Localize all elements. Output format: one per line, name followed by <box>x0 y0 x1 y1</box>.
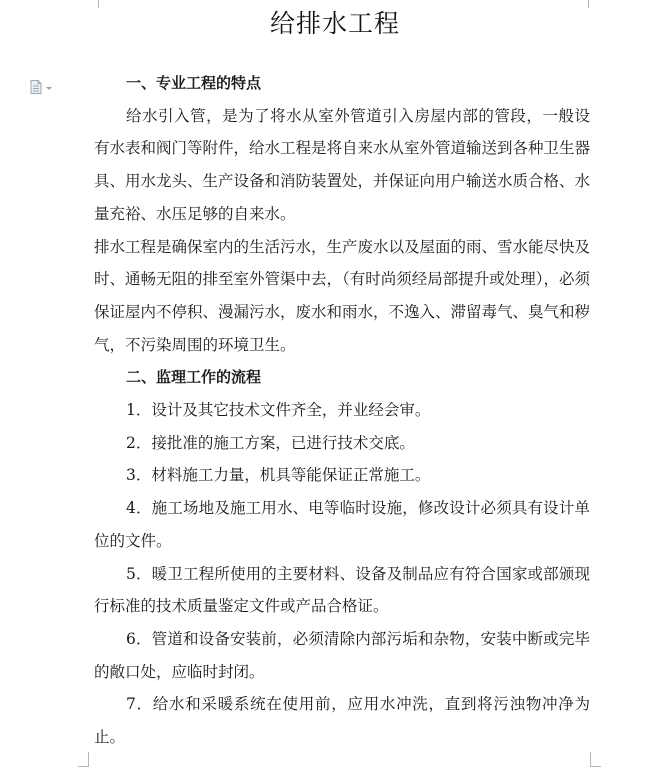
list-item: 7．给水和采暖系统在使用前，应用水冲洗，直到将污浊物冲净为止。 <box>94 695 590 747</box>
section2-heading: 二、监理工作的流程 <box>126 368 262 387</box>
section1-paragraph-1: 给水引入管，是为了将水从室外管道引入房屋内部的管段，一般设有水表和阀门等附件，给水工程是将自来水从室外管道输送到各种卫生器具、用水龙头、生产设备和消防装置处，并保证向用户输送水质合格、水量充裕、水压足够的自来水。 <box>94 106 591 223</box>
chevron-down-icon <box>46 87 52 90</box>
crop-mark-bottom-right <box>590 752 601 767</box>
document-icon <box>30 79 42 98</box>
document-body <box>94 67 590 754</box>
page-title: 给排水工程 <box>269 9 400 38</box>
list-item: 2．接批准的施工方案，已进行技术交底。 <box>126 433 415 452</box>
paragraph-menu-button[interactable] <box>30 79 52 98</box>
list-item: 3．材料施工力量，机具等能保证正常施工。 <box>126 466 431 485</box>
list-item: 6．管道和设备安装前，必须清除内部污垢和杂物，安装中断或完毕的敞口处，应临时封闭。 <box>94 629 590 681</box>
list-item: 1．设计及其它技术文件齐全，并业经会审。 <box>126 401 431 420</box>
section1-heading: 一、专业工程的特点 <box>126 74 262 92</box>
list-item: 4．施工场地及施工用水、电等临时设施，修改设计必须具有设计单位的文件。 <box>94 499 590 550</box>
list-item: 5．暖卫工程所使用的主要材料、设备及制品应有符合国家或部颁现行标准的技术质量鉴定文件或产品合格证。 <box>94 564 590 616</box>
crop-mark-bottom-left <box>78 752 89 767</box>
section1-paragraph-2: 排水工程是确保室内的生活污水，生产废水以及屋面的雨、雪水能尽快及时、通畅无阻的排至室外管渠中去，（有时尚须经局部提升或处理），必须保证屋内不停积、漫漏污水，废水和雨水，不逸入、滞留毒气、臭气和秽气，不污染周围的环境卫生。 <box>94 237 591 354</box>
